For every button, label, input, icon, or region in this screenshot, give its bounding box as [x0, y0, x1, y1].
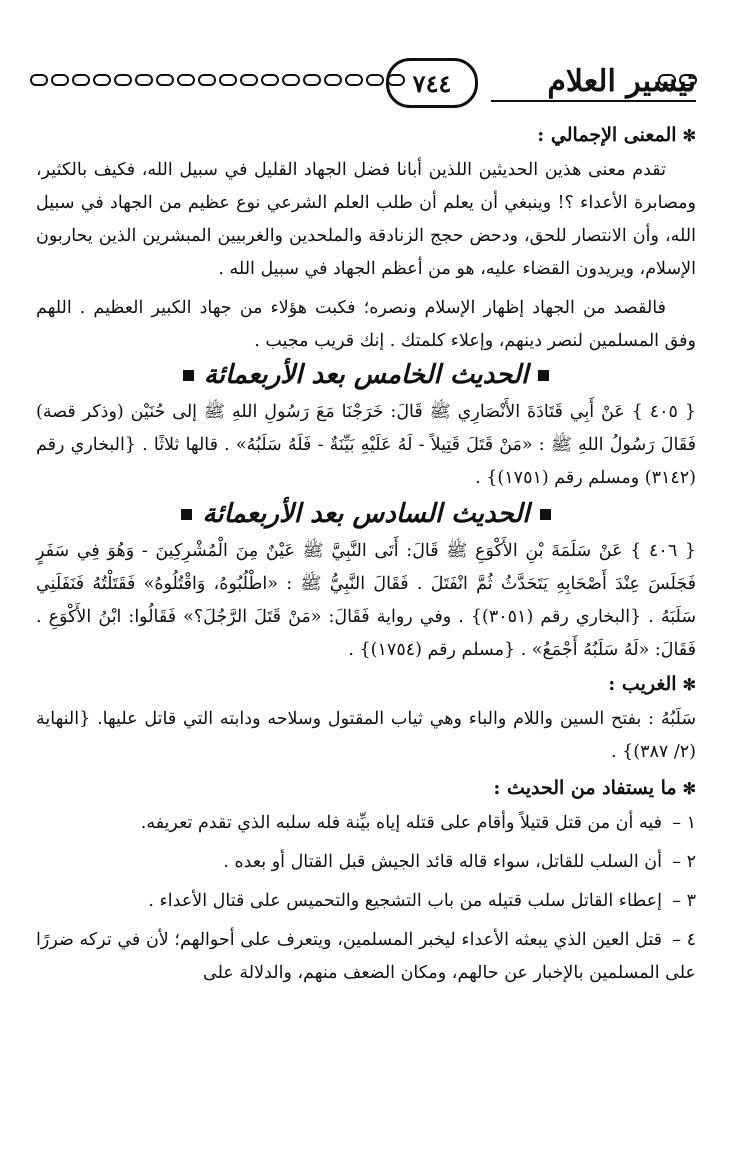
- square-bullet-icon: [181, 509, 192, 520]
- decorative-chain-border: [30, 74, 410, 90]
- list-item: ٣ –إعطاء القاتل سلب قتيله من باب التشجيع والتحميس على قتال الأعداء .: [148, 891, 696, 911]
- square-bullet-icon: [183, 370, 194, 381]
- section-heading-overall-meaning: ✻المعنى الإجمالي :: [537, 124, 696, 146]
- decorative-chain-ornament: [658, 74, 698, 90]
- paragraph: فالقصد من الجهاد إظهار الإسلام ونصره؛ فكبت هؤلاء من جهاد الكبير العظيم . اللهم وفق المسلمين لنصر دينهم، وإعلاء كلمتك . إنك قريب مجيب .: [36, 298, 696, 351]
- page-body: [36, 118, 696, 996]
- page-header: [30, 58, 696, 114]
- hadith-title: الحديث السادس بعد الأربعمائة: [36, 499, 696, 529]
- section-heading-benefits: ✻ما يستفاد من الحديث :: [493, 777, 696, 799]
- hadith-text: { ٤٠٥ } عَنْ أَبِي قَتَادَةَ الأَنْصَارِي ﷺ قَالَ: خَرَجْنَا مَعَ رَسُولِ اللهِ ﷺ إلى حُنَيْن (وذكر قصة) فَقَالَ رَسُولُ اللهِ ﷺ : «مَنْ قَتَلَ قَتِيلاً - لَهُ عَلَيْهِ بَيِّنَةٌ - فَلَهُ سَلَبُهُ» . قالها ثلاثًا . {البخاري رقم (٣١٤٢) ومسلم رقم (١٧٥١)} .: [36, 402, 696, 488]
- asterisk-icon: ✻: [682, 126, 696, 145]
- book-title: تيسير العلام: [547, 64, 696, 99]
- hadith-title: الحديث الخامس بعد الأربعمائة: [36, 360, 696, 390]
- square-bullet-icon: [538, 370, 549, 381]
- benefits-list: [36, 807, 696, 990]
- list-item: ٤ –قتل العين الذي يبعثه الأعداء ليخبر المسلمين، ويتعرف على أحوالهم؛ لأن في تركه ضررًا على المسلمين بالإخبار عن حالهم، ومكان الضعف منهم، والدلالة على: [36, 930, 696, 983]
- hadith-text: { ٤٠٦ } عَنْ سَلَمَةَ بْنِ الأَكْوَعِ ﷺ قَالَ: أَتَى النَّبِيَّ ﷺ عَيْنٌ مِنَ الْمُشْرِكِينَ - وَهُوَ فِي سَفَرٍ فَجَلَسَ عِنْدَ أَصْحَابِهِ يَتَحَدَّثُ ثُمَّ انْفَتَلَ . فَقَالَ النَّبِيُّ ﷺ : «اطْلُبُوهُ، وَاقْتُلُوهُ» فَقَتَلْتُهُ فَنَفَلَنِي سَلَبَهُ . {البخاري رقم (٣٠٥١)} . وفي رواية فَقَالَ: «مَنْ قَتَلَ الرَّجُلَ؟» فَقَالُوا: ابْنُ الأَكْوَعِ . فَقَالَ: «لَهُ سَلَبُهُ أَجْمَعُ» . {مسلم رقم (١٧٥٤)} .: [36, 541, 697, 660]
- page-number: ٧٤٤: [412, 68, 452, 98]
- list-item: ٢ –أن السلب للقاتل، سواء قاله قائد الجيش قبل القتال أو بعده .: [223, 852, 696, 872]
- list-item: ١ –فيه أن من قتل قتيلاً وأقام على قتله إياه بيِّنة فله سلبه الذي تقدم تعريفه.: [140, 813, 696, 833]
- section-heading-gharib: ✻الغريب :: [608, 673, 696, 695]
- asterisk-icon: ✻: [682, 675, 696, 694]
- title-underline: [491, 100, 696, 102]
- square-bullet-icon: [540, 509, 551, 520]
- gharib-text: سَلَبُهُ : بفتح السين واللام والباء وهي ثياب المقتول وسلاحه ودابته التي قاتل عليها. {النهاية (٢/ ٣٨٧)} .: [36, 709, 696, 762]
- paragraph: تقدم معنى هذين الحديثين اللذين أبانا فضل الجهاد القليل في سبيل الله، فكيف بالكثير، ومصابرة الأعداء ؟! وينبغي أن يعلم أن طلب العلم الشرعي نوع عظيم من الجهاد في سبيل الله، وأن الانتصار للحق، ودحض حجج الزنادقة والملحدين والغربيين المبشرين الذين يحاربون الإسلام، ويريدون القضاء عليه، هو من أعظم الجهاد في سبيل الله .: [36, 160, 696, 279]
- asterisk-icon: ✻: [682, 779, 696, 798]
